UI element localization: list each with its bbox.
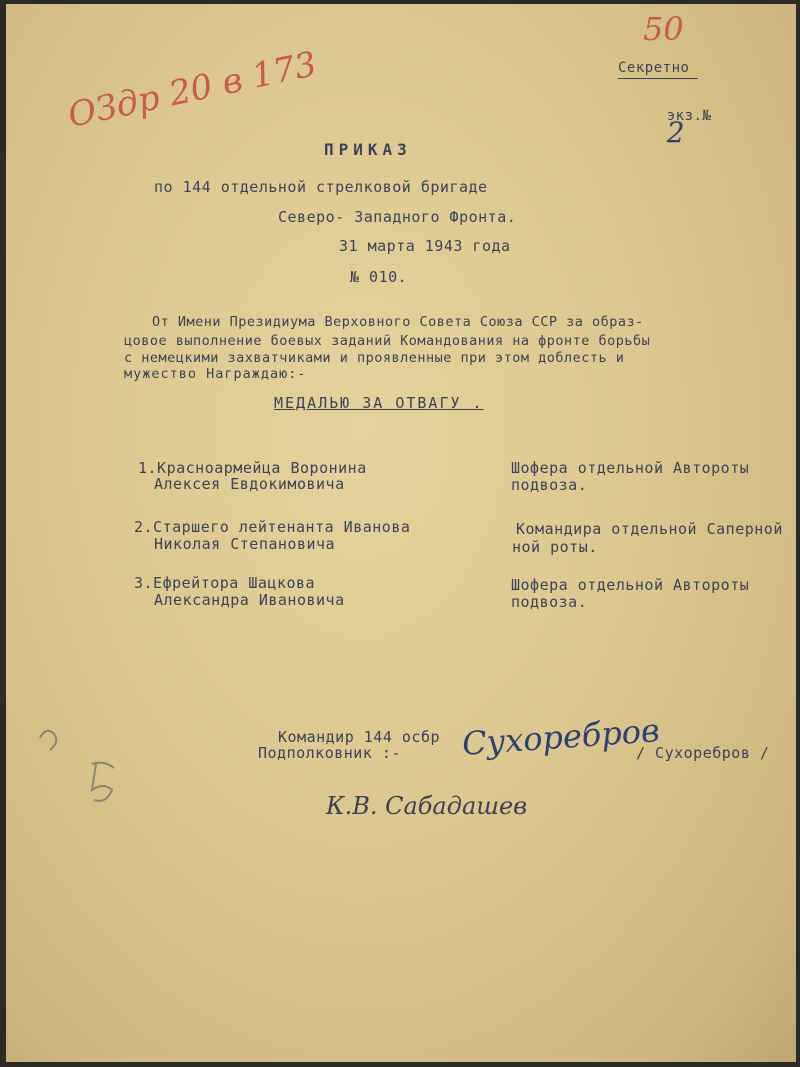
order-date: 31 марта 1943 года [339, 237, 511, 255]
awardee-3-name-1: 3.Ефрейтора Шацкова [134, 574, 316, 592]
awardee-2-position-2: ной роты. [512, 538, 598, 556]
order-line-1: по 144 отдельной стрелковой бригаде [154, 178, 488, 196]
document-sheet [6, 4, 796, 1062]
body-line-3: с немецкими захватчиками и проявленные при этом доблесть и [124, 350, 625, 366]
order-line-2: Северо- Западного Фронта. [278, 208, 517, 226]
typed-signature: / Сухоребров / [636, 744, 770, 762]
order-title: ПРИКАЗ [324, 140, 412, 159]
handwritten-note: К.В. Сабадашев [326, 792, 528, 820]
awardee-2-position-1: Командира отдельной Саперной [516, 520, 783, 538]
awardee-2-name-1: 2.Старшего лейтенанта Иванова [134, 518, 411, 536]
awardee-3-position-2: подвоза. [511, 593, 588, 611]
awardee-1-name-1: 1.Красноармейца Воронина [138, 459, 367, 477]
signature-line-2: Подполковник :- [258, 744, 401, 762]
awardee-1-position-1: Шофера отдельной Автороты [511, 459, 750, 477]
body-line-4: мужество Награждаю:- [124, 366, 307, 382]
order-number: № 010. [350, 268, 408, 286]
copy-prefix: экз.№ [666, 108, 712, 124]
handwritten-signature: Сухоребров [460, 711, 661, 763]
margin-mark [68, 752, 69, 753]
body-line-2: цовое выполнение боевых заданий Командования на фронте борьбы [124, 333, 651, 349]
awardee-3-position-1: Шофера отдельной Автороты [511, 576, 750, 594]
secret-underline [618, 78, 698, 79]
copy-number: 2 [666, 116, 686, 149]
award-title: МЕДАЛЬЮ ЗА ОТВАГУ . [274, 394, 484, 412]
awardee-3-name-2: Александра Ивановича [154, 591, 345, 609]
awardee-1-position-2: подвоза. [511, 476, 588, 494]
page-number: 50 [643, 10, 684, 48]
body-line-1: От Имени Президиума Верховного Совета Союза ССР за образ- [152, 314, 644, 330]
signature-line-1: Командир 144 осбр [278, 728, 441, 746]
awardee-1-name-2: Алексея Евдокимовича [154, 475, 345, 493]
copy-label [631, 92, 711, 173]
secret-stamp: Секретно [618, 60, 690, 76]
archive-note: ОЗдр 20 в 173 [64, 44, 321, 136]
pencil-mark [34, 724, 134, 814]
awardee-2-name-2: Николая Степановича [154, 535, 336, 553]
